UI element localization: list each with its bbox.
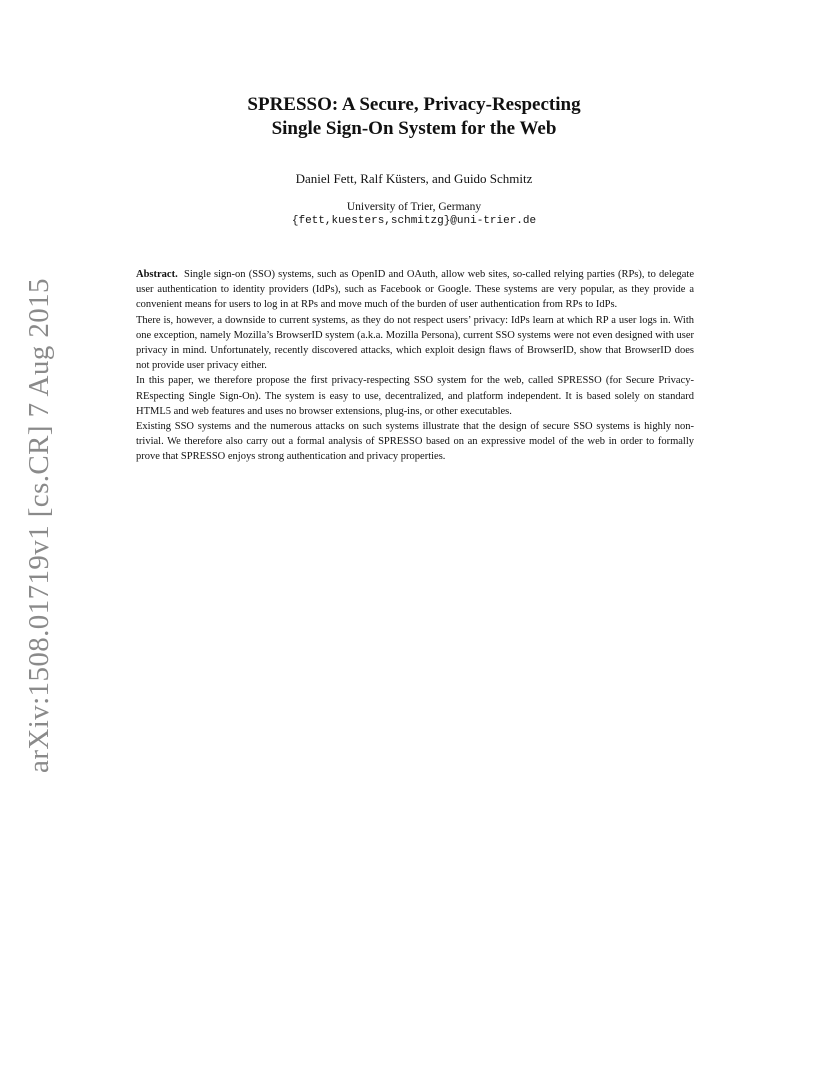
abstract-paragraph-4: Existing SSO systems and the numerous attacks on such systems illustrate that the design of secure SSO systems is highly non-trivial. We therefore also carry out a formal analysis of SPRESSO based on an expressive model of the web in order to formally prove that SPRESSO enjoys strong authentication and privacy properties. xyxy=(136,421,694,463)
abstract-paragraph-1-text: Single sign-on (SSO) systems, such as OpenID and OAuth, allow web sites, so-called relying parties (RPs), to delegate user authentication to identity providers (IdPs), such as Facebook or Google. These systems are very popular, as they provide a convenient means for users to log in at RPs and move much of the burden of user authentication from RPs to IdPs. xyxy=(136,269,694,311)
abstract-paragraph-2: There is, however, a downside to current systems, as they do not respect users’ privacy: IdPs learn at which RP a user logs in. With one exception, namely Mozilla’s BrowserID system (a.k.a. Mozilla Persona), current SSO systems were not even designed with user privacy in mind. Unfortunately, recently discovered attacks, which exploit design flaws of BrowserID, show that BrowserID does not provide user privacy either. xyxy=(136,314,694,372)
paper-title xyxy=(0,93,828,141)
abstract-paragraph-3: In this paper, we therefore propose the first privacy-respecting SSO system for the web, called SPRESSO (for Secure Privacy-REspecting Single Sign-On). The system is easy to use, decentralized, and platform independent. It is based solely on standard HTML5 and web features and uses no browser extensions, plug-ins, or other executables. xyxy=(136,375,694,417)
affiliation xyxy=(0,200,828,228)
arxiv-identifier-stamp xyxy=(14,277,64,773)
abstract-label: Abstract. xyxy=(136,269,178,280)
abstract-paragraph-1 xyxy=(136,267,694,313)
author-list: Daniel Fett, Ralf Küsters, and Guido Schmitz xyxy=(295,171,533,186)
paper-title-line-2: Single Sign-On System for the Web xyxy=(271,118,557,139)
arxiv-identifier-text: arXiv:1508.01719v1 [cs.CR] 7 Aug 2015 xyxy=(22,277,55,773)
abstract xyxy=(136,267,694,465)
author-email: {fett,kuesters,schmitzg}@uni-trier.de xyxy=(291,215,537,227)
institution: University of Trier, Germany xyxy=(346,201,482,213)
paper-title-line-1: SPRESSO: A Secure, Privacy-Respecting xyxy=(247,94,581,115)
